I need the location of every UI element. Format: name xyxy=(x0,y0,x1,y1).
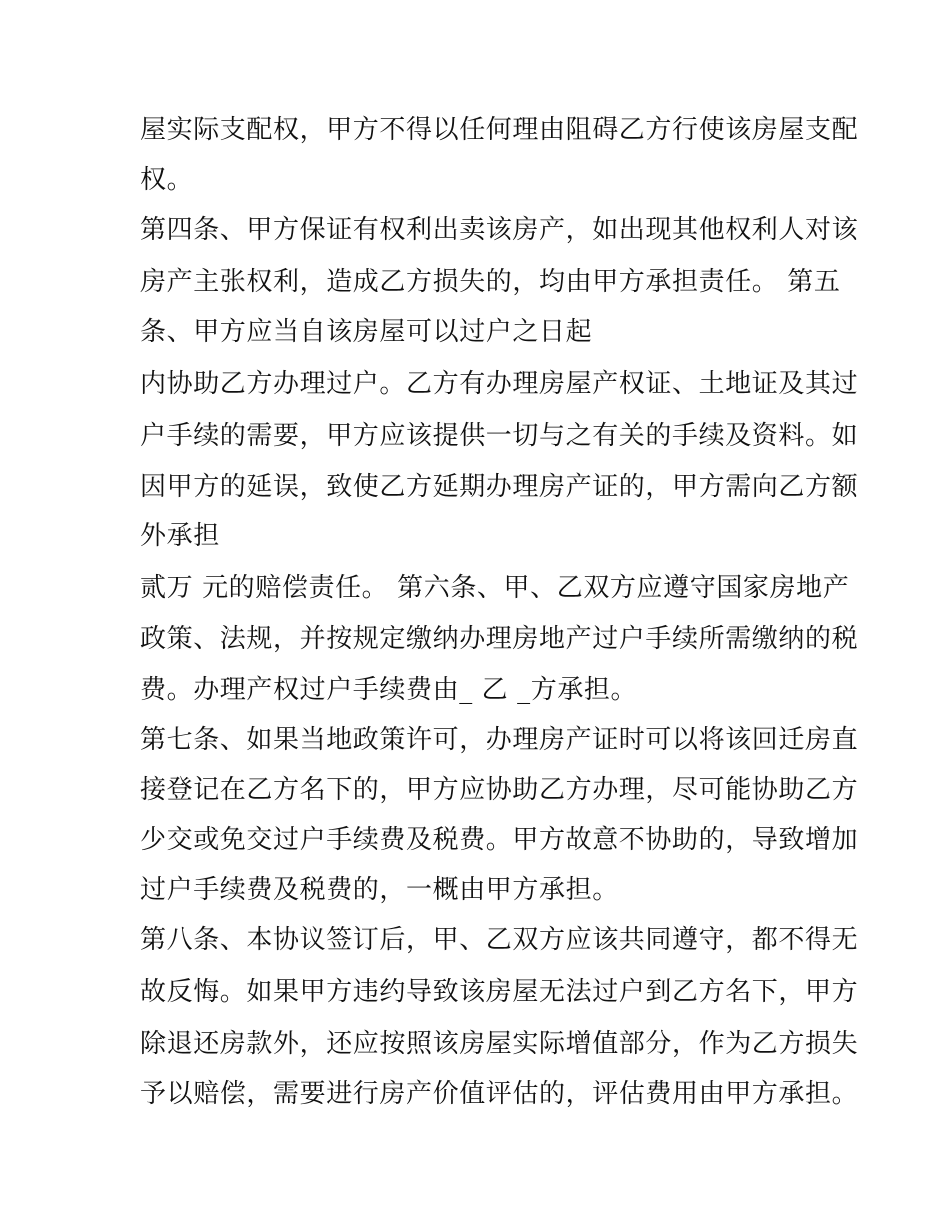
text-line: 屋实际支配权，甲方不得以任何理由阻碍乙方行使该房屋支配 xyxy=(140,115,859,145)
text-line: 户手续的需要，甲方应该提供一切与之有关的手续及资料。如 xyxy=(140,421,859,451)
text-line: 第七条、如果当地政策许可，办理房产证时可以将该回迁房直 xyxy=(140,725,859,755)
text-line: 接登记在乙方名下的，甲方应协助乙方办理，尽可能协助乙方 xyxy=(140,775,859,805)
text-line: 条、甲方应当自该房屋可以过户之日起 xyxy=(140,317,593,347)
text-line: 外承担 xyxy=(140,521,220,551)
text-line: 予以赔偿，需要进行房产价值评估的，评估费用由甲方承担。 xyxy=(140,1079,859,1109)
text-line: 政策、法规，并按规定缴纳办理房地产过户手续所需缴纳的税 xyxy=(140,624,859,654)
text-line: 过户手续费及税费的，一概由甲方承担。 xyxy=(140,875,619,905)
text-line: 少交或免交过户手续费及税费。甲方故意不协助的，导致增加 xyxy=(140,825,859,855)
text-line: 故反悔。如果甲方违约导致该房屋无法过户到乙方名下，甲方 xyxy=(140,977,859,1007)
text-line: 费。办理产权过户手续费由_ 乙 _方承担。 xyxy=(140,675,638,705)
text-line: 权。 xyxy=(140,165,194,195)
text-line: 因甲方的延误，致使乙方延期办理房产证的，甲方需向乙方额 xyxy=(140,472,859,502)
text-line: 第八条、本协议签订后，甲、乙双方应该共同遵守，都不得无 xyxy=(140,925,859,955)
text-line: 内协助乙方办理过户。乙方有办理房屋产权证、土地证及其过 xyxy=(140,369,859,399)
text-line: 第四条、甲方保证有权利出卖该房产，如出现其他权利人对该 xyxy=(140,215,859,245)
text-line: 房产主张权利，造成乙方损失的，均由甲方承担责任。 第五 xyxy=(140,267,841,297)
text-line: 贰万 元的赔偿责任。 第六条、甲、乙双方应遵守国家房地产 xyxy=(140,573,850,603)
text-line: 除退还房款外，还应按照该房屋实际增值部分，作为乙方损失 xyxy=(140,1029,859,1059)
